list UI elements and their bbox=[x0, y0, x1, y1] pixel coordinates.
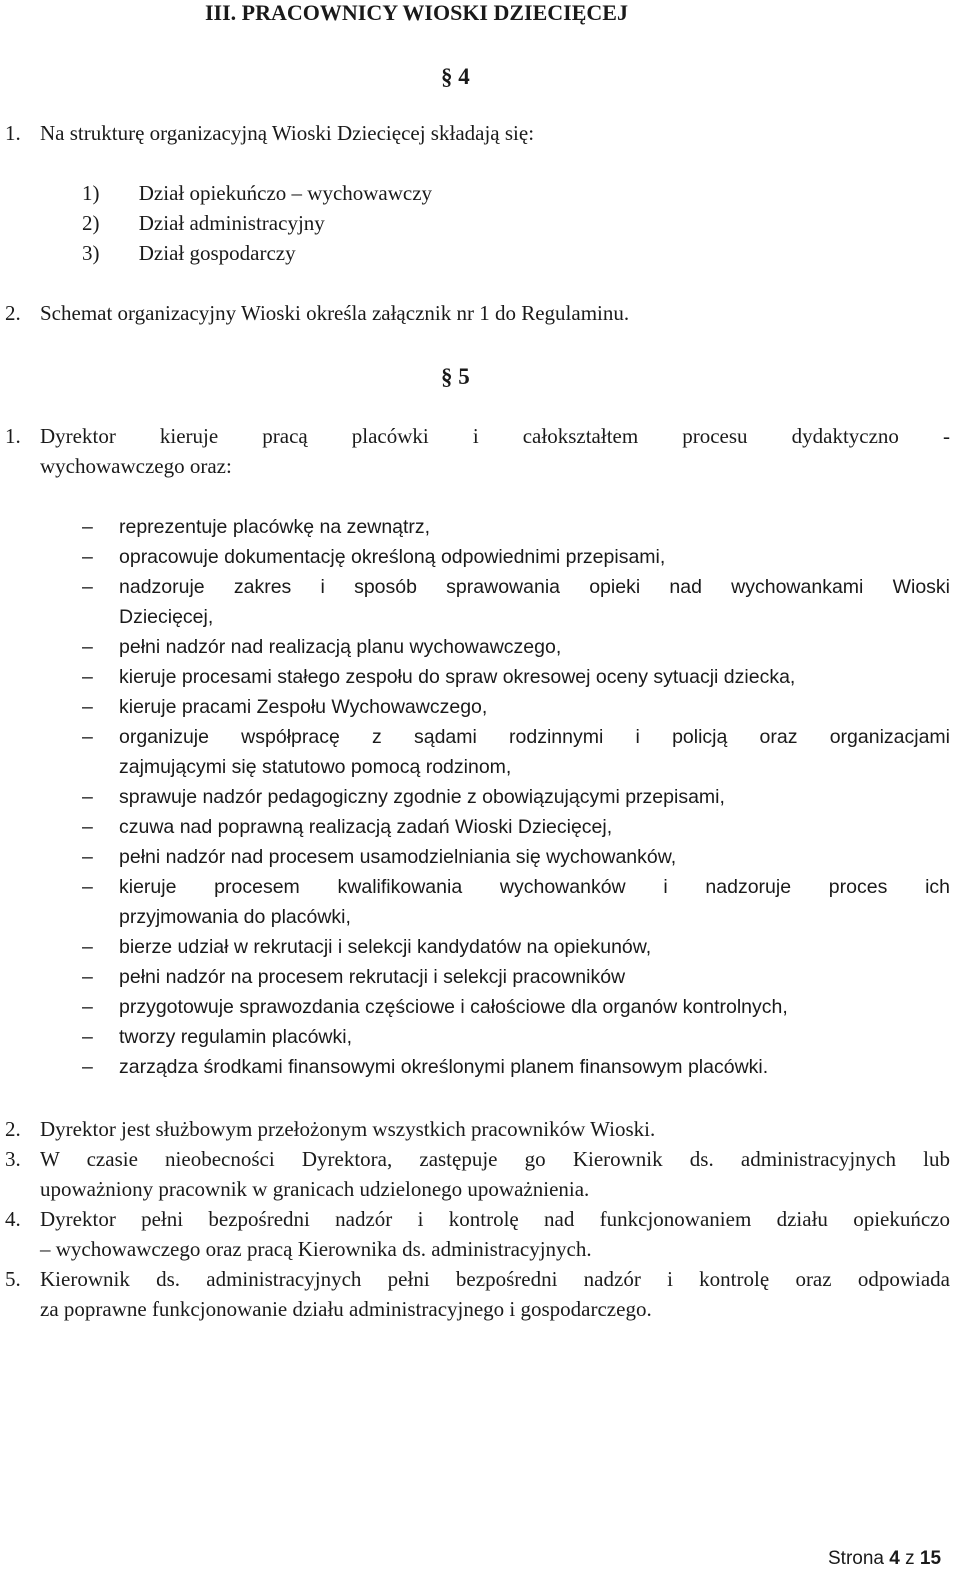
duty-text: reprezentuje placówkę na zewnątrz, bbox=[119, 516, 431, 538]
item-text: Na strukturę organizacyjną Wioski Dziecięcej składają się: bbox=[40, 121, 535, 145]
section-mark-5: § 5 bbox=[441, 364, 470, 389]
sub-list-item bbox=[82, 178, 432, 208]
duty-text: pełni nadzór na procesem rekrutacji i selekcji pracowników bbox=[119, 966, 626, 988]
sub-item-text: Dział administracyjny bbox=[138, 211, 325, 235]
footer-separator: z bbox=[905, 1548, 915, 1569]
sub-list-item bbox=[82, 238, 296, 268]
duty-text: opracowuje dokumentację określoną odpowiednimi przepisami, bbox=[119, 546, 666, 568]
duty-text: zarządza środkami finansowymi określonymi planem finansowym placówki. bbox=[119, 1056, 769, 1078]
sub-item-number: 1) bbox=[82, 181, 100, 205]
dash-bullet: – bbox=[82, 576, 93, 598]
duty-text: czuwa nad poprawną realizacją zadań Wioski Dziecięcej, bbox=[119, 816, 613, 838]
duty-text: kieruje procesami stałego zespołu do spraw okresowej oceny sytuacji dziecka, bbox=[119, 666, 796, 688]
duty-text: tworzy regulamin placówki, bbox=[119, 1026, 353, 1048]
dash-bullet: – bbox=[82, 696, 93, 718]
chapter-heading: III. PRACOWNICY WIOSKI DZIECIĘCEJ bbox=[205, 0, 628, 25]
page-footer bbox=[828, 1544, 941, 1574]
dash-bullet: – bbox=[82, 546, 93, 568]
item-text-line: Dyrektor pełni bezpośredni nadzór i kontrolę nad funkcjonowaniem działu opiekuńczo bbox=[40, 1207, 950, 1231]
dash-bullet: – bbox=[82, 936, 93, 958]
dash-bullet: – bbox=[82, 966, 93, 988]
item-number: 2. bbox=[5, 1117, 21, 1141]
duty-text: bierze udział w rekrutacji i selekcji kandydatów na opiekunów, bbox=[119, 936, 652, 958]
dash-bullet: – bbox=[82, 786, 93, 808]
duty-text: nadzoruje zakres i sposób sprawowania opieki nad wychowankami Wioski bbox=[119, 576, 950, 598]
item-text: Schemat organizacyjny Wioski określa załącznik nr 1 do Regulaminu. bbox=[40, 301, 630, 325]
item-text-line: Dyrektor kieruje pracą placówki i całokształtem procesu dydaktyczno - bbox=[40, 424, 950, 448]
duty-text: organizuje współpracę z sądami rodzinnymi i policją oraz organizacjami bbox=[119, 726, 950, 748]
section-mark-4: § 4 bbox=[441, 64, 470, 89]
item-text-line: upoważniony pracownik w granicach udzielonego upoważnienia. bbox=[40, 1177, 590, 1201]
dash-bullet: – bbox=[82, 846, 93, 868]
sub-item-number: 3) bbox=[82, 241, 100, 265]
duty-text: kieruje pracami Zespołu Wychowawczego, bbox=[119, 696, 488, 718]
item-number: 4. bbox=[5, 1207, 21, 1231]
sub-item-text: Dział gospodarczy bbox=[138, 241, 296, 265]
duty-text: zajmującymi się statutowo pomocą rodzinom, bbox=[119, 756, 512, 778]
item-text: Dyrektor jest służbowym przełożonym wszystkich pracowników Wioski. bbox=[40, 1117, 656, 1141]
duty-text: pełni nadzór nad procesem usamodzielniania się wychowanków, bbox=[119, 846, 677, 868]
dash-bullet: – bbox=[82, 726, 93, 748]
duty-text: kieruje procesem kwalifikowania wychowanków i nadzoruje proces ich bbox=[119, 876, 950, 898]
dash-bullet: – bbox=[82, 1026, 93, 1048]
duty-text: przygotowuje sprawozdania częściowe i całościowe dla organów kontrolnych, bbox=[119, 996, 788, 1018]
item-number: 5. bbox=[5, 1267, 21, 1291]
item-number: 2. bbox=[5, 301, 21, 325]
dash-bullet: – bbox=[82, 516, 93, 538]
item-number: 1. bbox=[5, 424, 21, 448]
dash-bullet: – bbox=[82, 636, 93, 658]
item-text-line: wychowawczego oraz: bbox=[40, 454, 232, 478]
item-text-line: – wychowawczego oraz pracą Kierownika ds. administracyjnych. bbox=[40, 1237, 592, 1261]
dash-bullet: – bbox=[82, 1056, 93, 1078]
item-number: 3. bbox=[5, 1147, 21, 1171]
item-text-line: W czasie nieobecności Dyrektora, zastępuje go Kierownik ds. administracyjnych lub bbox=[40, 1147, 950, 1171]
duty-text: pełni nadzór nad realizacją planu wychowawczego, bbox=[119, 636, 562, 658]
duty-text: sprawuje nadzór pedagogiczny zgodnie z obowiązującymi przepisami, bbox=[119, 786, 725, 808]
sub-item-text: Dział opiekuńczo – wychowawczy bbox=[138, 181, 433, 205]
duty-text: Dziecięcej, bbox=[119, 606, 214, 628]
dash-bullet: – bbox=[82, 996, 93, 1018]
footer-total-pages: 15 bbox=[919, 1548, 942, 1569]
dash-bullet: – bbox=[82, 666, 93, 688]
dash-bullet: – bbox=[82, 876, 93, 898]
duty-text: przyjmowania do placówki, bbox=[119, 906, 351, 928]
dash-bullet: – bbox=[82, 816, 93, 838]
item-text-line: Kierownik ds. administracyjnych pełni bezpośredni nadzór i kontrolę oraz odpowiada bbox=[40, 1267, 950, 1291]
footer-current-page: 4 bbox=[889, 1548, 900, 1569]
item-number: 1. bbox=[5, 121, 21, 145]
sub-list-item bbox=[82, 208, 325, 238]
item-text-line: za poprawne funkcjonowanie działu administracyjnego i gospodarczego. bbox=[40, 1297, 652, 1321]
footer-label: Strona bbox=[828, 1548, 884, 1569]
sub-item-number: 2) bbox=[82, 211, 100, 235]
